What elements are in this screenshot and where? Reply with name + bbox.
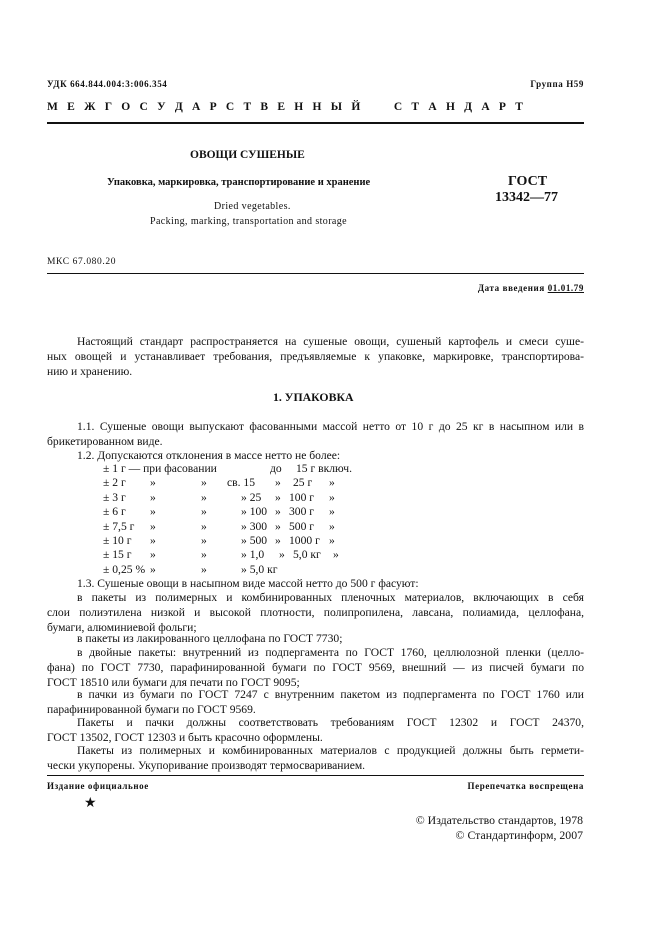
clause-line: брикетированном виде. [47,435,163,448]
deviation-ditto: » [329,533,335,547]
deviation-from: » 5,0 кг [241,562,278,576]
clause-1-1 [47,419,584,449]
deviation-ditto: » [201,476,207,490]
deviation-ditto: » [201,548,207,562]
interstate-standard-heading: М Е Ж Г О С У Д А Р С Т В Е Н Н Ы Й С Т А Н Д А Р Т [47,101,527,113]
title-ru-sub: Упаковка, маркировка, транспортирование и хранение [107,177,371,188]
deviation-to: 15 г включ. [296,462,352,475]
deviation-to: 500 г [289,519,315,533]
pack-item-4 [47,687,584,717]
intro-date [478,283,584,293]
deviation-tolerance: ± 15 г [103,548,132,562]
pack-item-3 [47,645,584,690]
deviation-table [103,462,403,577]
footer-rule [47,775,584,776]
deviation-ditto: » [150,505,156,519]
deviation-ditto: » [275,490,281,504]
group-code: Группа Н59 [530,79,584,89]
deviation-row [103,548,403,562]
deviation-ditto: » [275,533,281,547]
pack-line: ГОСТ 18510 или бумаги для печати по ГОСТ 9095; [47,676,300,689]
deviation-ditto: » [201,519,207,533]
deviation-to: 25 г [293,476,313,490]
pack-line: в пакеты из лакированного целлофана по ГОСТ 7730; [77,632,343,645]
deviation-tolerance: ± 7,5 г [103,519,135,533]
pack-line: в пачки из бумаги по ГОСТ 7247 с внутренним пакетом из подпергамента по ГОСТ 1760 или [77,688,584,701]
deviation-to: 300 г [289,505,315,519]
deviation-ditto: » [329,519,335,533]
intro-line: нию и хранению. [47,365,133,378]
deviation-ditto: » [150,533,156,547]
deviation-ditto: » [329,476,335,490]
deviation-tolerance: ± 10 г [103,533,132,547]
deviation-ditto: » [329,505,335,519]
clause-line: 1.1. Сушеные овощи выпускают фасованными массой нетто от 10 г до 25 кг в насыпном или в [77,420,584,433]
reprint-notice: Перепечатка воспрещена [467,781,584,791]
deviation-tolerance: ± 2 г [103,476,126,490]
deviation-ditto: » [201,505,207,519]
pack-line: Пакеты и пачки должны соответствовать требованиям ГОСТ 12302 и ГОСТ 24370, [77,716,584,729]
deviation-ditto: » [150,476,156,490]
deviation-from: » 100 [241,505,268,519]
title-ru-main: ОВОЩИ СУШЕНЫЕ [190,149,305,161]
deviation-tolerance: ± 3 г [103,490,126,504]
deviation-tolerance: ± 0,25 % [103,562,146,576]
deviation-ditto: » [201,533,207,547]
deviation-to: 100 г [289,490,315,504]
deviation-ditto: » [201,562,207,576]
mks-code: МКС 67.080.20 [47,257,117,267]
deviation-row [103,534,403,548]
deviation-ditto: » [150,519,156,533]
deviation-ditto: » [150,490,156,504]
pack-item-6 [47,743,584,773]
pack-line: фана) по ГОСТ 7730, парафинированной бумаги по ГОСТ 9569, внешний — из писчей бумаги по [47,661,584,674]
intro-date-label: Дата введения [477,283,545,293]
deviation-ditto: » [279,548,285,562]
deviation-from: » 300 [241,519,268,533]
deviation-ditto: » [275,476,281,490]
intro-line: Настоящий стандарт распространяется на сушеные овощи, сушеный картофель и смеси суше- [77,335,584,348]
pack-item-1 [47,590,584,635]
gost-label: ГОСТ [508,174,548,189]
deviation-row [103,491,403,505]
copyright-1978: © Издательство стандартов, 1978 [415,813,583,827]
title-en-main: Dried vegetables. [214,201,291,212]
deviation-row [103,462,403,476]
title-en-sub: Packing, marking, transportation and storage [150,216,347,227]
pack-line: чески укупорены. Укупоривание производят термосвариванием. [47,759,366,772]
deviation-from: » 1,0 [241,548,265,562]
deviation-from: св. 15 [227,476,256,490]
pack-line: в пакеты из полимерных и комбинированных пленочных материалов, включающих в себя [77,591,584,604]
deviation-to: 1000 г [289,533,320,547]
deviation-ditto: » [275,519,281,533]
pack-item-5 [47,715,584,745]
deviation-row [103,563,403,577]
deviation-ditto: » [275,505,281,519]
deviation-ditto: » [329,490,335,504]
deviation-ditto: » [150,548,156,562]
deviation-ditto: » [201,490,207,504]
pack-line: бумаги, алюминиевой фольги; [47,621,197,634]
clause-line: 1.2. Допускаются отклонения в массе нетто не более: [77,449,341,462]
deviation-tolerance: ± 6 г [103,505,126,519]
deviation-row [103,505,403,519]
intro-date-value: 01.01.79 [547,283,584,293]
deviation-from: до [270,462,282,475]
mks-rule [47,273,584,274]
star-icon: ★ [84,796,97,811]
header-rule [47,122,584,124]
clause-1-3 [47,576,584,591]
copyright-2007: © Стандартинформ, 2007 [455,828,583,842]
udk-code: УДК 664.844.004:3:006.354 [47,79,168,89]
pack-line: Пакеты из полимерных и комбинированных материалов с продукцией должны быть гермети- [77,744,584,757]
pack-line: ГОСТ 13502, ГОСТ 12303 и быть красочно оформлены. [47,731,323,744]
clause-line: 1.3. Сушеные овощи в насыпном виде массой нетто до 500 г фасуют: [77,577,419,590]
deviation-row [103,476,403,490]
clause-1-2 [47,448,584,463]
section-title: 1. УПАКОВКА [273,390,354,404]
gost-number: 13342—77 [495,190,558,205]
pack-line: в двойные пакеты: внутренний из подпергамента по ГОСТ 1760, целлюлозной пленки (целло- [77,646,584,659]
intro-line: ных овощей и устанавливает требования, предъявляемые к упаковке, маркировке, транспортирова- [47,350,584,363]
deviation-row [103,520,403,534]
official-edition-label: Издание официальное [47,781,149,791]
pack-line: парафинированной бумаги по ГОСТ 9569. [47,703,256,716]
pack-item-2 [47,631,584,646]
deviation-to: 5,0 кг [293,548,321,562]
deviation-tolerance: ± 1 г — при фасовании [103,462,217,475]
deviation-ditto: » [333,548,339,562]
intro-paragraph [47,334,584,379]
pack-line: слои полиэтилена низкой и высокой плотности, полипропилена, лавсана, полиамида, целлофана, [47,606,584,619]
deviation-from: » 500 [241,533,268,547]
deviation-ditto: » [150,562,156,576]
deviation-from: » 25 [241,490,262,504]
